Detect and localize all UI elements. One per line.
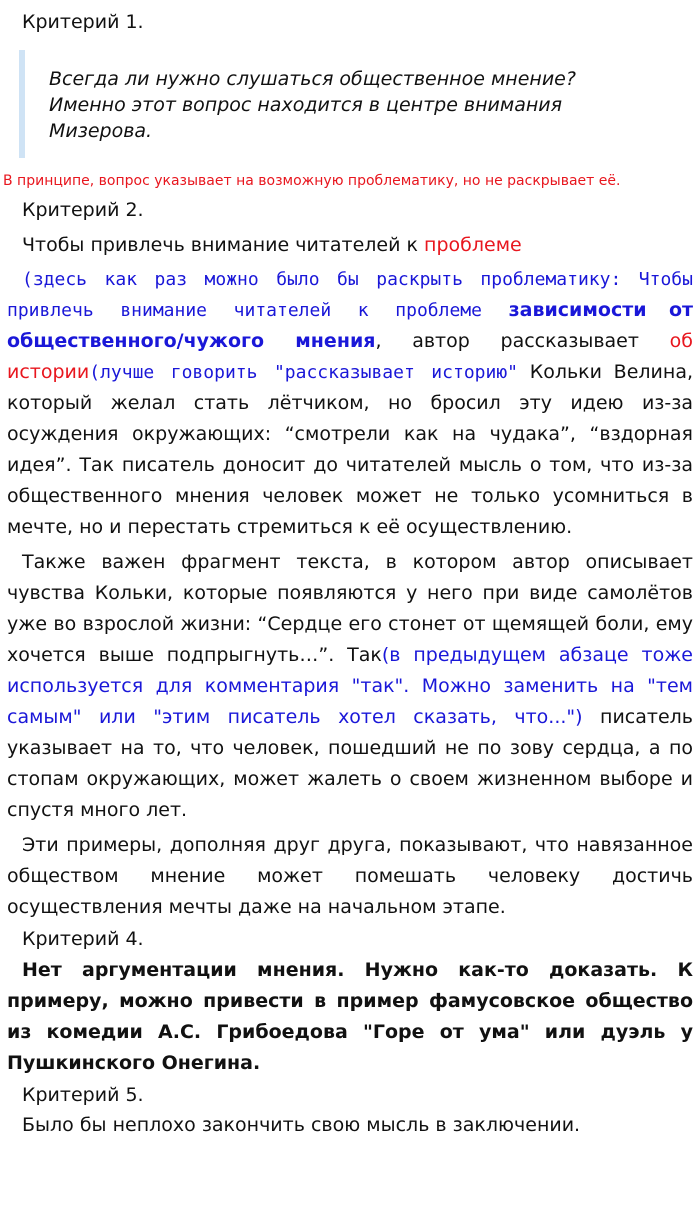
paragraph-4: Нет аргументации мнения. Нужно как-то доказать. К примеру, можно привести в пример фамусовское общество из комедии А.С. Грибоедова "Горе от ума" или дуэль у Пушкинского Онегина.: [7, 959, 693, 1074]
quote-line-3: Мизерова.: [49, 120, 153, 142]
intro-text: Чтобы привлечь внимание читателей к: [22, 234, 425, 256]
paragraph-1-text-b: Кольки Велина, который желал стать лётчиком, но бросил эту идею из-за осуждения окружающих: “смотрели как на чудака”, “вздорная идея”. Так писатель доносит до читателей мысль о том, что из-за общественного мнения человек может не только усомниться в мечте, но и перестать стремиться к её осуществлению.: [7, 361, 693, 538]
reviewer-comment: (здесь как раз можно было бы раскрыть проблематику: Чтобы привлечь внимание читателей к проблеме: [7, 269, 693, 321]
criterion-5-heading: Критерий 5.: [22, 1084, 144, 1106]
criterion-2-heading: Критерий 2.: [22, 199, 144, 221]
reviewer-comment: (в предыдущем абзаце тоже используется для комментария "так". Можно заменить на "тем самым" или "этим писатель хотел сказать, что..."): [7, 644, 693, 728]
paragraph-2-text-a: Также важен фрагмент текста, в котором автор описывает чувства Кольки, которые появляются у него при виде самолётов уже во взрослой жизни: “Сердце его стонет от щемящей боли, ему хочется выше подпрыгнуть…”. Так: [7, 551, 693, 666]
paragraph-2-text-b: писатель указывает на то, что человек, пошедший не по зову сердца, а по стопам окружающих, может жалеть о своем жизненном выборе и спустя много лет.: [7, 706, 694, 821]
paragraph-5: Было бы неплохо закончить свою мысль в заключении.: [22, 1114, 581, 1136]
error-highlight: об истории: [7, 330, 693, 383]
reviewer-remark: В принципе, вопрос указывает на возможную проблематику, но не раскрывает её.: [3, 173, 621, 189]
quote-line-2: Именно этот вопрос находится в центре внимания: [49, 94, 563, 116]
intro-highlight: проблеме: [424, 234, 522, 256]
reviewer-comment-bold: зависимости от общественного/чужого мнения: [7, 299, 694, 352]
reviewer-comment: (лучше говорить "рассказывает историю": [89, 362, 519, 383]
paragraph-1-text-a: , автор рассказывает: [375, 330, 670, 352]
blockquote: [19, 50, 693, 158]
criterion-1-heading: Критерий 1.: [22, 11, 144, 33]
paragraph-2: [7, 547, 693, 826]
paragraph-3: Эти примеры, дополняя друг друга, показывают, что навязанное обществом мнение может помешать человеку достичь осуществления мечты даже на начальном этапе.: [7, 834, 693, 918]
quote-line-1: Всегда ли нужно слушаться общественное мнение?: [49, 68, 576, 90]
criterion-4-heading: Критерий 4.: [22, 928, 144, 950]
paragraph-1: [7, 264, 693, 543]
criterion-2-intro: [7, 232, 693, 258]
